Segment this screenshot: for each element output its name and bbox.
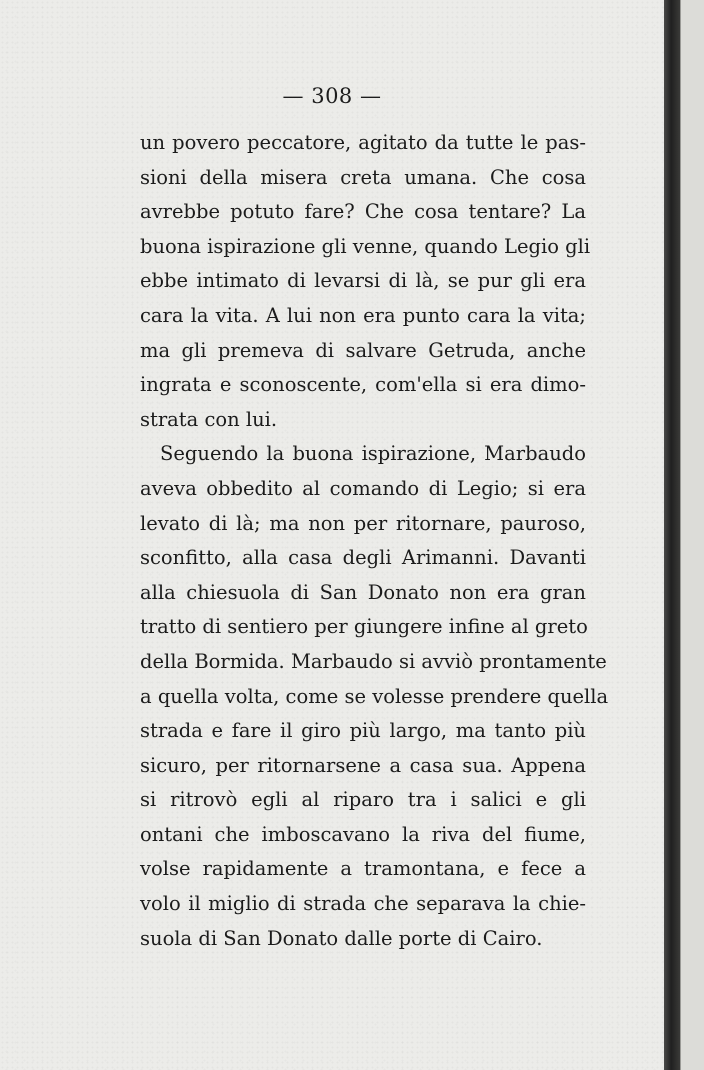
body-text [140, 126, 609, 956]
text-line: avrebbe potuto fare? Che cosa tentare? La [140, 200, 586, 224]
text-line: tratto di sentiero per giungere infine al greto [140, 615, 588, 639]
adjacent-page-edge [680, 0, 704, 1070]
text-line: levato di là; ma non per ritornare, pauroso, [140, 511, 586, 535]
text-line: aveva obbedito al comando di Legio; si era [140, 476, 586, 500]
text-line: sicuro, per ritornarsene a casa sua. Appena [140, 753, 586, 777]
book-gutter-shadow [664, 0, 680, 1070]
page-number-header: — 308 — [282, 84, 382, 108]
text-line: sconfitto, alla casa degli Arimanni. Davanti [140, 546, 586, 570]
paragraph-1 [140, 126, 591, 437]
text-line: Seguendo la buona ispirazione, Marbaudo [160, 442, 586, 466]
text-line: suola di San Donato dalle porte di Cairo. [140, 926, 543, 950]
paragraph-2 [140, 437, 609, 956]
text-line: ebbe intimato di levarsi di là, se pur gli era [140, 269, 586, 293]
text-line: alla chiesuola di San Donato non era gran [140, 580, 586, 604]
text-line: sioni della misera creta umana. Che cosa [140, 165, 586, 189]
text-line: ingrata e sconoscente, com'ella si era dimo- [140, 373, 586, 397]
text-line: si ritrovò egli al riparo tra i salici e gli [140, 788, 586, 812]
text-line: a quella volta, come se volesse prendere quella [140, 684, 609, 708]
text-line: cara la vita. A lui non era punto cara la vita; [140, 303, 586, 327]
text-line: buona ispirazione gli venne, quando Legio gli [140, 234, 591, 258]
text-line: volse rapidamente a tramontana, e fece a [140, 857, 586, 881]
text-line: ontani che imboscavano la riva del fiume, [140, 822, 586, 846]
text-line: strada e fare il giro più largo, ma tanto più [140, 719, 586, 743]
text-line: ma gli premeva di salvare Getruda, anche [140, 338, 586, 362]
text-line: un povero peccatore, agitato da tutte le pas- [140, 131, 586, 154]
text-line: strata con lui. [140, 407, 278, 431]
text-line: della Bormida. Marbaudo si avviò prontamente [140, 649, 607, 673]
text-line: volo il miglio di strada che separava la chie- [140, 892, 586, 916]
